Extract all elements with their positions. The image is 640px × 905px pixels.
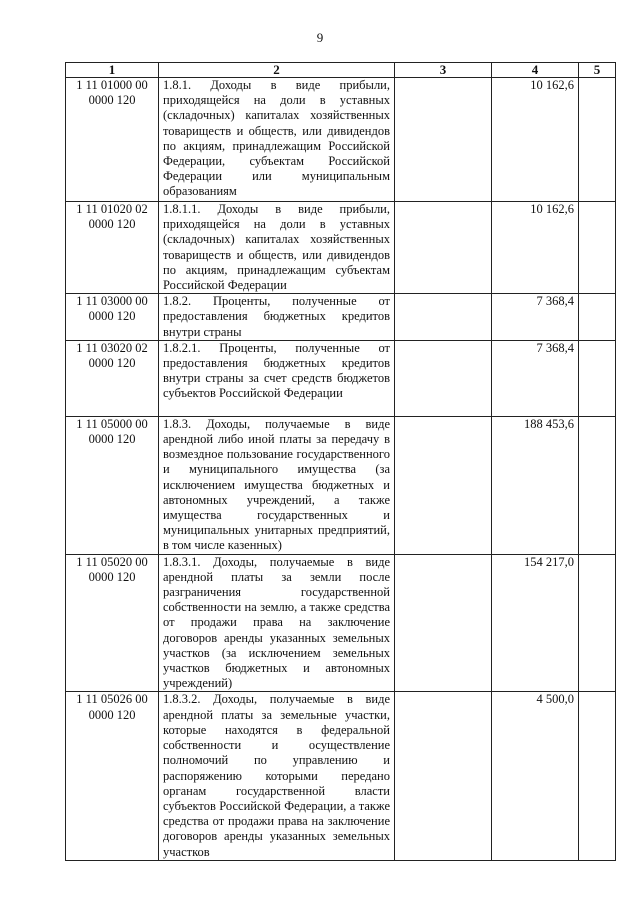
page-number: 9	[316, 30, 324, 45]
budget-code-cell: 1 11 05000 00 0000 120	[66, 416, 159, 554]
budget-code-cell: 1 11 03000 00 0000 120	[66, 294, 159, 341]
revenue-name-cell: 1.8.1. Доходы в виде прибыли, приходящейся на доли в уставных (складочных) капиталах хозяйственных товариществ и обществ, или дивидендов по акциям, принадлежащим Российской Федерации, субъектам Российской Федерации или муниципальным образованиям	[159, 78, 395, 202]
col5-cell	[579, 554, 616, 692]
col5-cell	[579, 340, 616, 416]
amount-cell: 10 162,6	[492, 202, 579, 294]
col5-cell	[579, 78, 616, 202]
col5-cell	[579, 294, 616, 341]
col3-cell	[395, 416, 492, 554]
table-row	[66, 554, 616, 692]
col3-cell	[395, 78, 492, 202]
amount-cell: 188 453,6	[492, 416, 579, 554]
header-col-5: 5	[579, 63, 616, 78]
amount-cell: 4 500,0	[492, 692, 579, 860]
col5-cell	[579, 692, 616, 860]
budget-code-cell: 1 11 01000 00 0000 120	[66, 78, 159, 202]
header-col-2: 2	[159, 63, 395, 78]
col5-cell	[579, 416, 616, 554]
table-row	[66, 78, 616, 202]
budget-code-cell: 1 11 05020 00 0000 120	[66, 554, 159, 692]
amount-cell: 10 162,6	[492, 78, 579, 202]
header-col-4: 4	[492, 63, 579, 78]
revenue-name-cell: 1.8.3.1. Доходы, получаемые в виде арендной платы за земли после разграничения государственной собственности на землю, а также средства от продажи права на заключение договоров аренды указанных земельных участков (за исключением земельных участков бюджетных и автономных учреждений)	[159, 554, 395, 692]
col3-cell	[395, 554, 492, 692]
revenue-name-cell: 1.8.1.1. Доходы в виде прибыли, приходящейся на доли в уставных (складочных) капиталах хозяйственных товариществ и обществ, или дивидендов по акциям, принадлежащим субъектам Российской Федерации	[159, 202, 395, 294]
amount-cell: 7 368,4	[492, 294, 579, 341]
revenue-name-cell: 1.8.3.2. Доходы, получаемые в виде арендной платы за земельные участки, которые находятся в федеральной собственности и осуществление полномочий по управлению и распоряжению которыми передано органам государственной власти субъектов Российской Федерации, а также средства от продажи права на заключение договоров аренды указанных земельных участков	[159, 692, 395, 860]
header-col-1: 1	[66, 63, 159, 78]
revenue-name-cell: 1.8.2.1. Проценты, полученные от предоставления бюджетных кредитов внутри страны за счет средств бюджетов субъектов Российской Федерации	[159, 340, 395, 416]
table-header-row	[66, 63, 616, 78]
budget-code-cell: 1 11 03020 02 0000 120	[66, 340, 159, 416]
budget-code-cell: 1 11 05026 00 0000 120	[66, 692, 159, 860]
table-row	[66, 416, 616, 554]
table-row	[66, 692, 616, 860]
amount-cell: 154 217,0	[492, 554, 579, 692]
col3-cell	[395, 692, 492, 860]
revenue-name-cell: 1.8.2. Проценты, полученные от предоставления бюджетных кредитов внутри страны	[159, 294, 395, 341]
header-col-3: 3	[395, 63, 492, 78]
budget-revenue-table	[65, 62, 616, 861]
table-row	[66, 294, 616, 341]
col5-cell	[579, 202, 616, 294]
col3-cell	[395, 202, 492, 294]
table-row	[66, 340, 616, 416]
budget-code-cell: 1 11 01020 02 0000 120	[66, 202, 159, 294]
col3-cell	[395, 340, 492, 416]
table-row	[66, 202, 616, 294]
col3-cell	[395, 294, 492, 341]
revenue-name-cell: 1.8.3. Доходы, получаемые в виде арендной либо иной платы за передачу в возмездное пользование государственного и муниципального имущества (за исключением имущества бюджетных и автономных учреждений, а также имущества государственных и муниципальных унитарных предприятий, в том числе казенных)	[159, 416, 395, 554]
amount-cell: 7 368,4	[492, 340, 579, 416]
